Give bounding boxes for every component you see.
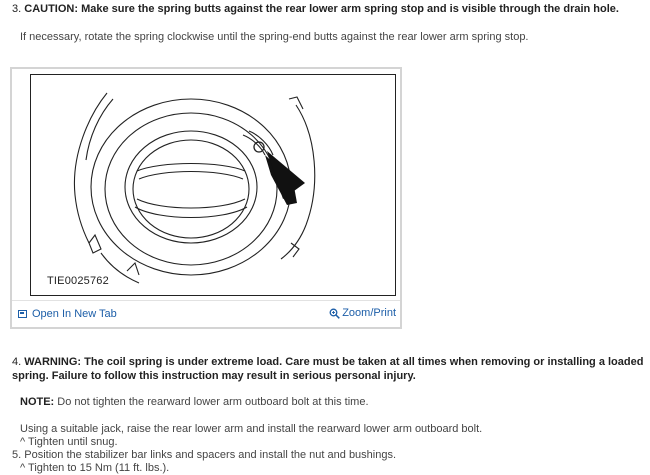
step-3-caution [12,3,642,16]
spring-diagram-drawing [31,75,396,296]
figure-toolbar [12,300,400,327]
step-5-text: Position the stabilizer bar links and spacers and install the nut and bushings. [24,449,397,461]
step-5 [12,449,396,462]
step-number: 3. [12,3,22,15]
jack-instruction: Using a suitable jack, raise the rear lower arm and install the rearward lower arm outboard bolt. [20,423,483,435]
magnifier-icon [329,308,340,319]
figure-illustration [30,74,396,296]
open-in-new-tab-icon [18,310,27,318]
step-number: 4. [12,356,22,368]
note-text: Do not tighten the rearward lower arm outboard bolt at this time. [57,396,369,408]
figure-panel [10,67,402,329]
step-number: 5. [12,449,22,461]
figure-code: TIE0025762 [47,275,109,287]
zoom-print-link[interactable] [329,307,396,319]
sub-item-torque: ^ Tighten to 15 Nm (11 ft. lbs.). [20,462,170,474]
warning-text: The coil spring is under extreme load. Care must be taken at all times when removing or installing a loaded spring. Failure to follow this instruction may result in serious personal injury. [12,356,644,382]
warning-label: WARNING: [24,356,82,368]
step-3-instruction: If necessary, rotate the spring clockwise until the spring-end butts against the rear lower arm spring stop. [20,31,529,43]
step-4-warning [12,355,648,383]
caution-label: CAUTION: [24,3,79,15]
zoom-print-label: Zoom/Print [342,307,396,319]
note [20,396,369,408]
open-in-new-tab-label: Open In New Tab [32,308,117,320]
open-in-new-tab-link[interactable] [18,308,117,320]
sub-item-tighten-snug: ^ Tighten until snug. [20,436,118,448]
note-label: NOTE: [20,396,55,408]
caution-text: Make sure the spring butts against the rear lower arm spring stop and is visible through the drain hole. [81,3,619,15]
